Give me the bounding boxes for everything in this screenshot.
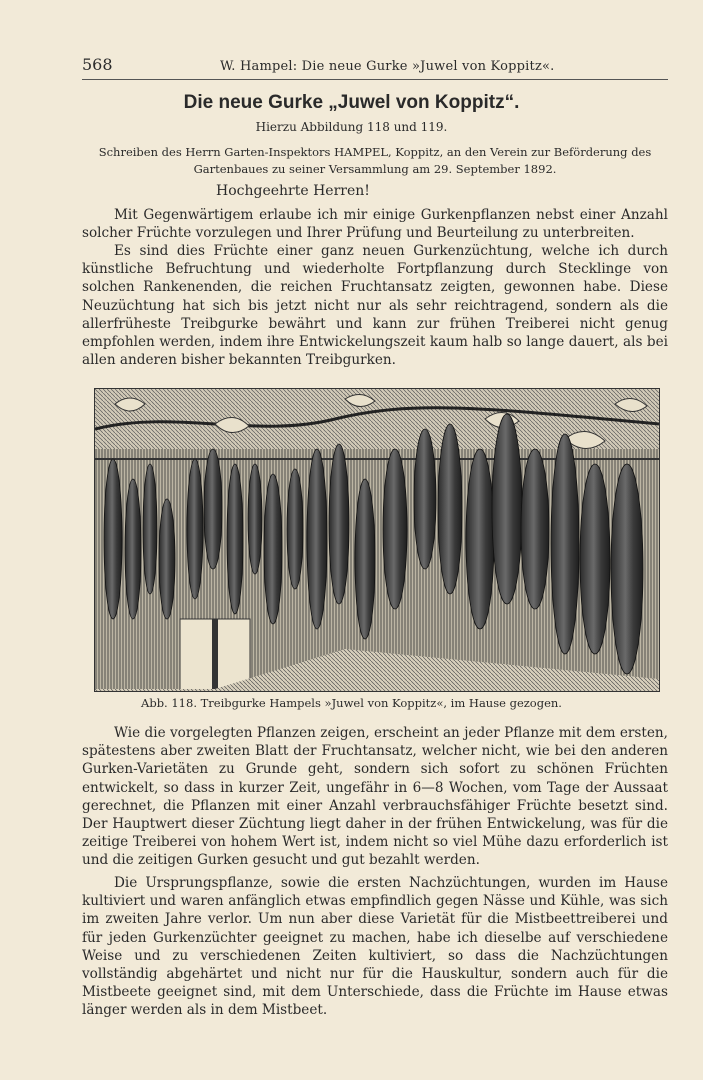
paragraph-1: Mit Gegenwärtigem erlaube ich mir einige Gurkenpflanzen nebst einer Anzahl solcher Früchte vorzulegen und Ihrer Prüfung und Beurteilung zu unterbreiten. — [82, 207, 668, 242]
running-title: W. Hampel: Die neue Gurke »Juwel von Koppitz«. — [220, 59, 555, 74]
engraving-cucumbers — [94, 388, 660, 692]
salutation: Hochgeehrte Herren! — [216, 183, 370, 199]
paragraph-3: Wie die vorgelegten Pflanzen zeigen, erscheint an jeder Pflanze mit dem ersten, spätestens aber zweiten Blatt der Fruchtansatz, welcher nicht, wie bei den anderen Gurken-Varietäten zu Grunde geht, sondern sich sofort zu schönen Früchten entwickelt, so dass in kurzer Zeit, ungefähr in 6—8 Wochen, vom Tage der Aussaat gerechnet, die Pflanzen mit einer Anzahl verbrauchsfähiger Früchte besetzt sind. Der Hauptwert dieser Züchtung liegt daher in der frühen Entwickelung, was für die zeitige Treiberei von hohem Wert ist, indem nicht so viel Mühe dazu erforderlich ist und die zeitigen Gurken gesucht und gut bezahlt werden. — [82, 725, 668, 869]
paragraph-4: Die Ursprungspflanze, sowie die ersten Nachzüchtungen, wurden im Hause kultiviert und waren anfänglich etwas empfindlich gegen Nässe und Kühle, was sich im zweiten Jahre verlor. Um nun aber diese Varietät für die Mistbeettreiberei und für jeden Gurkenzüchter geeignet zu machen, habe ich dieselbe auf verschiedene Weise und zu verschiedenen Zeiten kultiviert, so dass die Nachzüchtungen vollständig abgehärtet und nicht nur für die Hauskultur, sondern auch für die Mistbeete geeignet sind, mit dem Unterschiede, dass die Früchte im Hause etwas länger werden als in dem Mistbeet. — [82, 875, 668, 1019]
cucumber-illustration — [95, 389, 659, 691]
article-title: Die neue Gurke „Juwel von Koppitz“. — [183, 92, 520, 113]
letter-heading: Schreiben des Herrn Garten-Inspektors HAMPEL, Koppitz, an den Verein zur Beförderung des Gartenbaues zu seiner Versammlung am 29. September 1892. — [98, 145, 652, 176]
header-rule — [82, 79, 668, 80]
article-subtitle: Hierzu Abbildung 118 und 119. — [255, 120, 448, 134]
page-header — [82, 55, 668, 77]
page-number: 568 — [82, 55, 113, 74]
paragraph-2: Es sind dies Früchte einer ganz neuen Gurkenzüchtung, welche ich durch künstliche Befruchtung und wiederholte Fortpflanzung durch Stecklinge von solchen Rankenenden, die reichen Fruchtansatz zeigten, gewonnen habe. Diese Neuzüchtung hat sich bis jetzt nicht nur als sehr reichtragend, sondern als die allerfrüheste Treibgurke bewährt und kann zur frühen Treiberei nicht genug empfohlen werden, indem ihre Entwickelungszeit kaum halb so lange dauert, als bei allen anderen bisher bekannten Treibgurken. — [82, 243, 668, 369]
figure-caption: Abb. 118. Treibgurke Hampels »Juwel von Koppitz«, im Hause gezogen. — [141, 696, 562, 710]
